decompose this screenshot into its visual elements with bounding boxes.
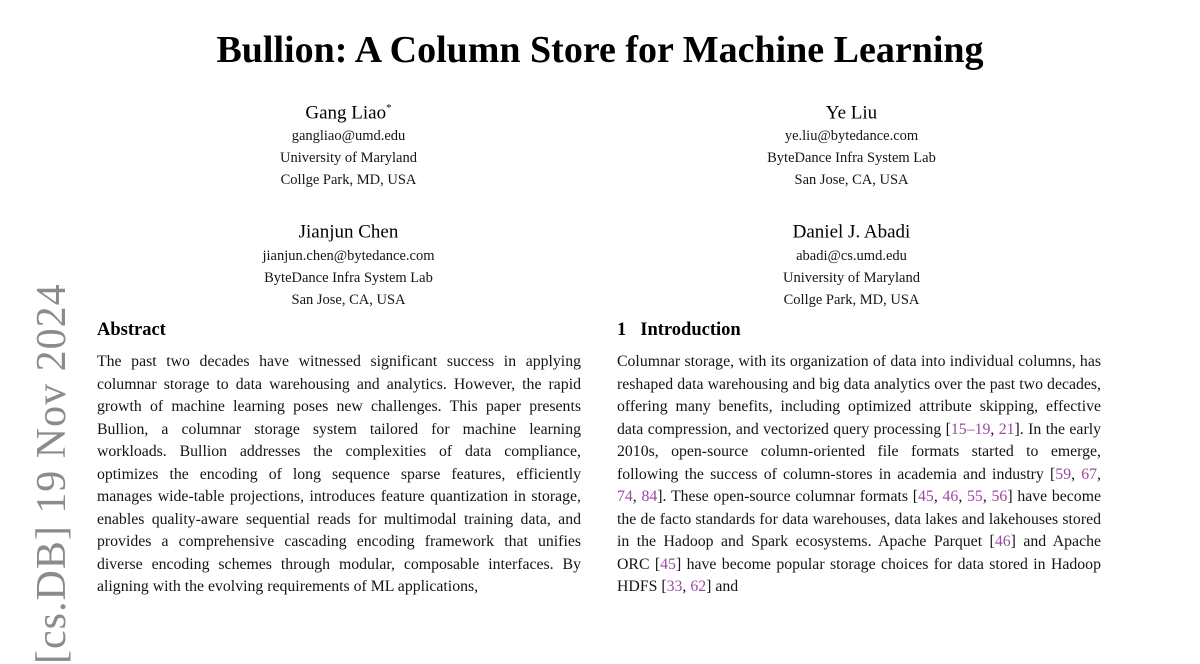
author-location: San Jose, CA, USA <box>291 291 406 308</box>
abstract-text <box>97 351 581 599</box>
author-email: abadi@cs.umd.edu <box>796 247 907 264</box>
text-run: ]. In the early 2010s, open-source column-oriented file formats started to emerge, following the success of column-stores in academia and industry [ <box>617 420 1101 483</box>
author-name-text: Ye Liu <box>825 102 878 124</box>
author-affiliation: University of Maryland <box>783 269 920 286</box>
citation-link[interactable]: 46 <box>942 488 959 505</box>
citation-link[interactable]: 45 <box>918 488 934 505</box>
paper-title: Bullion: A Column Store for Machine Learning <box>216 29 984 71</box>
citation-link[interactable]: 55 <box>967 488 983 505</box>
author-name <box>97 215 600 244</box>
author-block <box>600 215 1103 310</box>
text-run: Columnar storage, with its organization of data into individual columns, has reshaped data warehousing and big data analytics over the past two decades, offering many benefits, including optimized attribute skipping, effective data compression, and vectorized query processing [ <box>617 353 1101 438</box>
abstract-heading: Abstract <box>97 320 166 340</box>
section-number: 1 <box>617 320 627 340</box>
arxiv-stamp: [cs.DB] 19 Nov 2024 <box>29 283 75 664</box>
author-name <box>600 96 1103 125</box>
text-run: The past two decades have witnessed significant success in applying columnar storage to data warehousing and analytics. However, the rapid growth of machine learning poses new challenges. This paper presents Bullion, a columnar storage system tailored for machine learning workloads. Bullion addresses the complexities of data compliance, optimizes the encoding of long sequence sparse features, efficiently manages wide-table projections, introduces feature quantization in storage, enables quality-aware sequential reads for multimodal training data, and provides a comprehensive cascading encoding framework that unifies diverse encoding schemes through modular, composable interfaces. By aligning with the evolving requirements of ML applications, <box>97 353 581 595</box>
text-run: ] and <box>706 578 739 595</box>
text-run: , <box>1097 465 1101 483</box>
citation-link[interactable]: 45 <box>660 555 676 573</box>
author-affiliation: ByteDance Infra System Lab <box>264 269 433 286</box>
author-footnote-marker: * <box>386 102 392 114</box>
introduction-text <box>617 351 1101 599</box>
author-name <box>97 96 600 125</box>
author-block <box>97 215 600 310</box>
citation-link[interactable]: 33 <box>666 578 683 595</box>
abstract-column <box>97 318 581 599</box>
author-affiliation: University of Maryland <box>280 150 417 167</box>
citation-link[interactable]: 62 <box>690 578 707 595</box>
citation-link[interactable]: 21 <box>998 420 1015 438</box>
author-grid <box>97 96 1103 311</box>
author-location: Collge Park, MD, USA <box>280 172 417 189</box>
citation-link[interactable]: 67 <box>1081 465 1098 483</box>
text-run: , <box>990 420 999 438</box>
author-name-text: Daniel J. Abadi <box>792 221 911 243</box>
author-block <box>97 96 600 191</box>
text-run: , <box>933 488 943 505</box>
citation-link[interactable]: 74 <box>617 488 633 505</box>
text-run: , <box>982 488 992 505</box>
author-name-text: Gang Liao <box>305 102 387 124</box>
author-name-text: Jianjun Chen <box>298 221 399 243</box>
citation-link[interactable]: 15–19 <box>950 420 991 438</box>
introduction-column <box>617 318 1101 599</box>
author-name <box>600 215 1103 244</box>
author-block <box>600 96 1103 191</box>
citation-link[interactable]: 46 <box>994 533 1011 550</box>
author-email: jianjun.chen@bytedance.com <box>262 247 435 264</box>
author-location: Collge Park, MD, USA <box>783 291 920 308</box>
text-run: , <box>632 488 642 505</box>
text-run: ] have become popular storage choices for data stored in Hadoop HDFS [ <box>617 555 1101 595</box>
citation-link[interactable]: 56 <box>991 488 1008 505</box>
text-run: ] have become the de facto standards for data warehouses, data lakes and lakehouses stored in the Hadoop and Spark ecosystems. Apache Parquet [ <box>617 488 1101 550</box>
text-run: ] and Apache ORC [ <box>617 533 1101 573</box>
author-email: ye.liu@bytedance.com <box>784 128 919 145</box>
section-title: Introduction <box>640 320 741 340</box>
text-run: ]. These open-source columnar formats [ <box>657 488 919 505</box>
citation-link[interactable]: 84 <box>641 488 658 505</box>
author-location: San Jose, CA, USA <box>794 172 909 189</box>
author-affiliation: ByteDance Infra System Lab <box>767 150 936 167</box>
text-run: , <box>958 488 968 505</box>
author-email: gangliao@umd.edu <box>291 128 406 145</box>
citation-link[interactable]: 59 <box>1055 465 1072 483</box>
text-run: , <box>1071 465 1082 483</box>
text-run: , <box>682 578 691 595</box>
introduction-heading <box>617 320 1101 341</box>
